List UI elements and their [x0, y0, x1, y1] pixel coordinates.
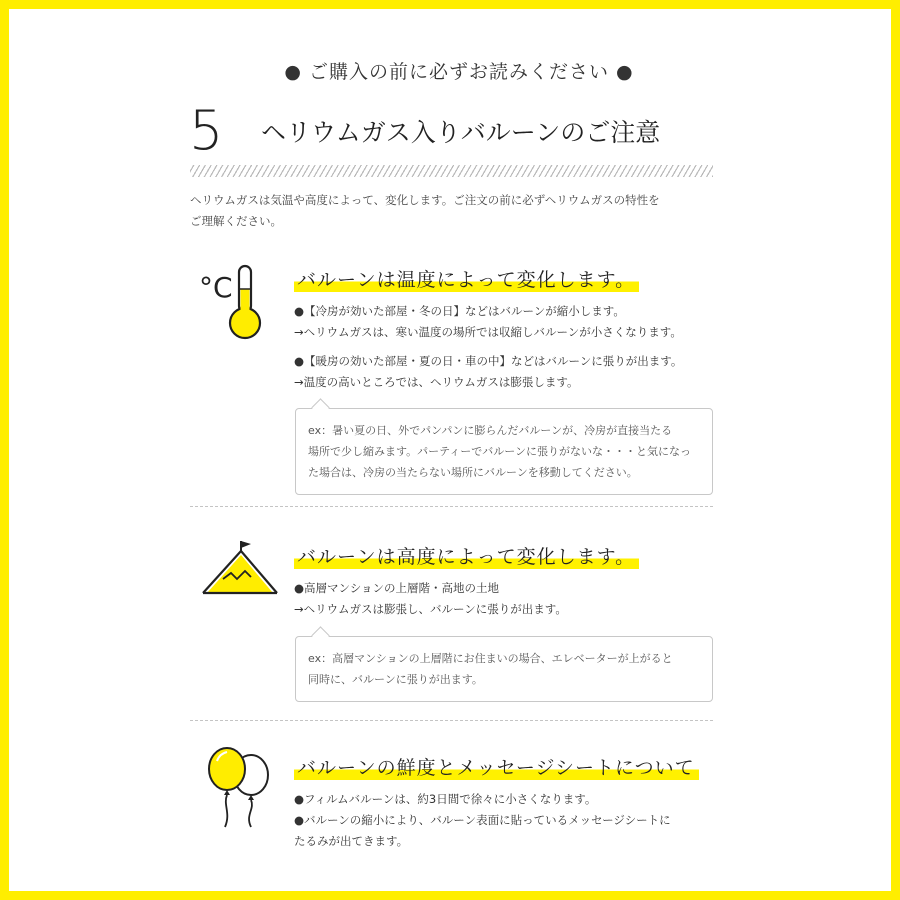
- page-title: ヘリウムガス入りバルーンのご注意: [261, 118, 661, 147]
- example-box-altitude: [295, 636, 713, 702]
- example-line: 同時に、バルーンに張りが出ます。: [308, 673, 483, 686]
- intro-text: [190, 190, 730, 232]
- section-number: 5: [189, 99, 224, 162]
- intro-line: ご理解ください。: [190, 214, 282, 228]
- example-line: 場所で少し縮みます。パーティーでバルーンに張りがないな・・・と気になっ: [308, 445, 692, 458]
- section-heading-freshness: バルーンの鮮度とメッセージシートについて: [294, 753, 699, 780]
- body-line: →温度の高いところでは、ヘリウムガスは膨張します。: [294, 375, 579, 389]
- dashed-divider: [190, 506, 713, 507]
- section-body-temperature: [294, 301, 734, 393]
- body-line: ●【暖房の効いた部屋・夏の日・車の中】などはバルーンに張りが出ます。: [294, 354, 683, 368]
- intro-line: ヘリウムガスは気温や高度によって、変化します。ご注文の前に必ずヘリウムガスの特性を: [190, 193, 660, 207]
- body-line: →ヘリウムガスは、寒い温度の場所では収縮しバルーンが小さくなります。: [294, 325, 682, 339]
- example-line: ex：暑い夏の日、外でパンパンに膨らんだバルーンが、冷房が直接当たる: [308, 424, 673, 437]
- body-line: ●【冷房が効いた部屋・冬の日】などはバルーンが縮小します。: [294, 304, 625, 318]
- example-box-temperature: [295, 408, 713, 495]
- section-heading-temperature: バルーンは温度によって変化します。: [294, 265, 639, 292]
- example-line: ex：高層マンションの上層階にお住まいの場合、エレベーターが上がると: [308, 652, 673, 665]
- mountain-flag-icon: [201, 539, 281, 597]
- balloons-icon: [199, 741, 279, 831]
- body-line: ●フィルムバルーンは、約3日間で徐々に小さくなります。: [294, 792, 597, 806]
- hatch-divider: [190, 165, 713, 177]
- body-line: →ヘリウムガスは膨張し、バルーンに張りが出ます。: [294, 602, 567, 616]
- notice-heading: ● ご購入の前に必ずお読みください ●: [284, 61, 634, 83]
- dashed-divider: [190, 720, 713, 721]
- body-line: たるみが出てきます。: [294, 834, 409, 848]
- section-body-freshness: [294, 789, 734, 852]
- example-line: た場合は、冷房の当たらない場所にバルーンを移動してください。: [308, 466, 638, 479]
- thermometer-icon: [197, 263, 277, 345]
- section-title-row: [189, 99, 660, 163]
- section-heading-altitude: バルーンは高度によって変化します。: [294, 542, 639, 569]
- celsius-label: °C: [199, 271, 233, 304]
- body-line: ●バルーンの縮小により、バルーン表面に貼っているメッセージシートに: [294, 813, 671, 827]
- body-line: ●高層マンションの上層階・高地の土地: [294, 581, 500, 595]
- section-body-altitude: [294, 578, 734, 620]
